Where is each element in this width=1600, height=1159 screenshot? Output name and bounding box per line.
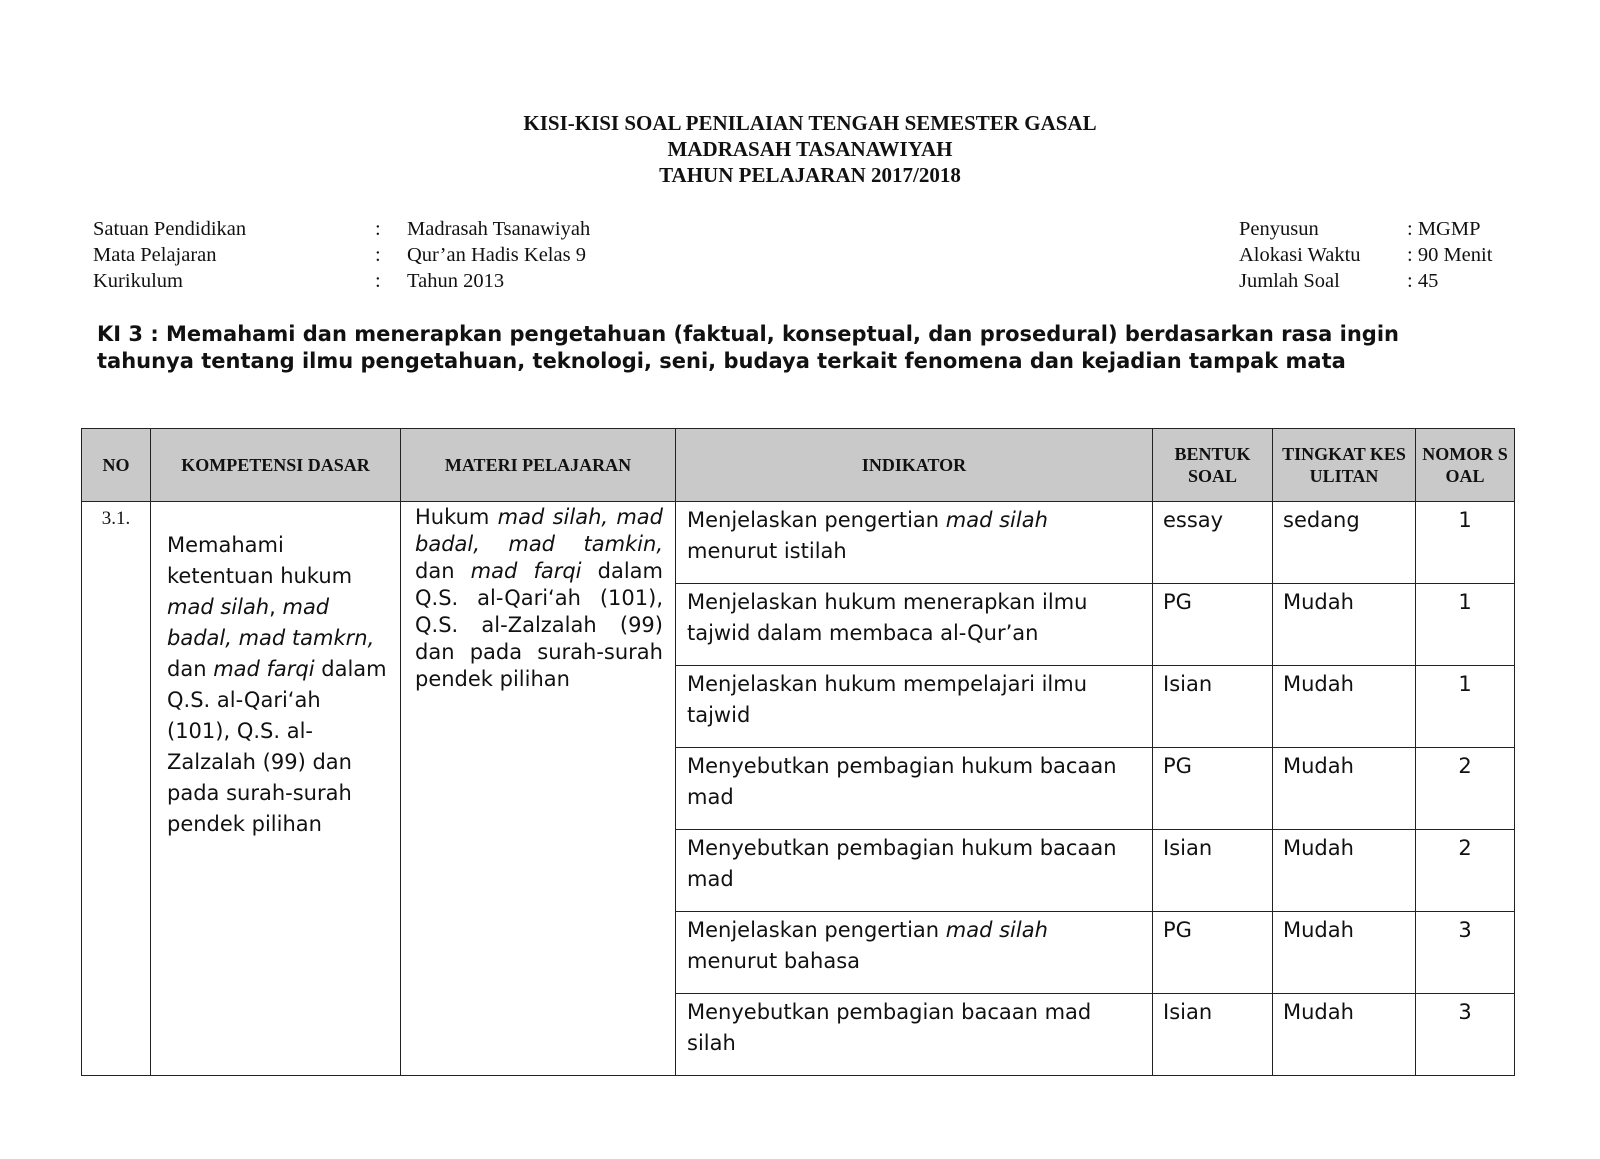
cell-nomor: 3 [1416,994,1515,1076]
meta-sep: : [375,218,381,240]
cell-tingkat: Mudah [1273,912,1416,994]
meta-value: : MGMP [1407,218,1481,240]
meta-left [93,216,590,294]
cell-bentuk: PG [1153,912,1273,994]
header-no: NO [82,429,151,502]
title-line-2: MADRASAH TASANAWIYAH [667,137,953,161]
header-indikator: INDIKATOR [676,429,1153,502]
table-header-row [82,429,1515,502]
cell-tingkat: Mudah [1273,830,1416,912]
cell-bentuk: PG [1153,748,1273,830]
ki-line-2: tahunya tentang ilmu pengetahuan, teknologi, seni, budaya terkait fenomena dan kejadian tampak mata [97,349,1346,373]
meta-row-penyusun [1239,216,1492,242]
meta-value: : 45 [1407,270,1439,292]
cell-nomor: 1 [1416,666,1515,748]
cell-indikator: Menyebutkan pembagian hukum bacaan mad [676,830,1153,912]
cell-tingkat: Mudah [1273,666,1416,748]
meta-right [1239,216,1492,294]
cell-nomor: 2 [1416,748,1515,830]
cell-materi: Hukum mad silah, mad badal, mad tamkin, dan mad farqi dalam Q.S. al-Qari‘ah (101), Q.S. al-Zalzalah (99) dan pada surah-surah pendek pilihan [401,502,676,1076]
ki-line-1: KI 3 : Memahami dan menerapkan pengetahuan (faktual, konseptual, dan prosedural) berdasarkan rasa ingin [97,322,1399,346]
header-materi: MATERI PELAJARAN [401,429,676,502]
cell-tingkat: Mudah [1273,748,1416,830]
cell-nomor: 3 [1416,912,1515,994]
meta-label: Mata Pelajaran [93,244,217,266]
meta-sep: : [375,244,381,266]
meta-value: : 90 Menit [1407,244,1493,266]
cell-no: 3.1. [82,502,151,1076]
cell-nomor: 1 [1416,584,1515,666]
cell-tingkat: Mudah [1273,584,1416,666]
cell-indikator: Menyebutkan pembagian hukum bacaan mad [676,748,1153,830]
title-line-1: KISI-KISI SOAL PENILAIAN TENGAH SEMESTER GASAL [523,111,1097,135]
cell-bentuk: Isian [1153,830,1273,912]
meta-label: Jumlah Soal [1239,270,1340,292]
header-bentuk-soal: BENTUK SOAL [1153,429,1273,502]
cell-kompetensi-dasar: Memahami ketentuan hukum mad silah, mad badal, mad tamkrn, dan mad farqi dalam Q.S. al-Qari‘ah (101), Q.S. al-Zalzalah (99) dan pada surah-surah pendek pilihan [151,502,401,1076]
cell-indikator: Menjelaskan hukum menerapkan ilmu tajwid dalam membaca al-Qur’an [676,584,1153,666]
meta-value: Madrasah Tsanawiyah [407,218,591,240]
cell-nomor: 2 [1416,830,1515,912]
cell-nomor: 1 [1416,502,1515,584]
cell-bentuk: Isian [1153,994,1273,1076]
header-nomor-soal: NOMOR SOAL [1416,429,1515,502]
meta-label: Kurikulum [93,270,183,292]
header-kompetensi-dasar: KOMPETENSI DASAR [151,429,401,502]
meta-row-jumlah [1239,268,1492,294]
cell-indikator: Menjelaskan pengertian mad silah menurut bahasa [676,912,1153,994]
ki-statement [97,321,1477,375]
cell-indikator: Menyebutkan pembagian bacaan mad silah [676,994,1153,1076]
meta-sep: : [375,270,381,292]
cell-tingkat: Mudah [1273,994,1416,1076]
meta-value: Tahun 2013 [407,270,505,292]
table-row [82,502,1515,584]
kisi-kisi-table [81,428,1515,1076]
meta-row-alokasi [1239,242,1492,268]
cell-bentuk: PG [1153,584,1273,666]
cell-bentuk: Isian [1153,666,1273,748]
header-tingkat-kesulitan: TINGKAT KESULITAN [1273,429,1416,502]
meta-label: Alokasi Waktu [1239,244,1361,266]
meta-row-mapel [93,242,590,268]
meta-row-satuan [93,216,590,242]
cell-tingkat: sedang [1273,502,1416,584]
title-line-3: TAHUN PELAJARAN 2017/2018 [659,163,961,187]
cell-indikator: Menjelaskan hukum mempelajari ilmu tajwid [676,666,1153,748]
cell-bentuk: essay [1153,502,1273,584]
meta-value: Qur’an Hadis Kelas 9 [407,244,586,266]
meta-label: Satuan Pendidikan [93,218,247,240]
meta-label: Penyusun [1239,218,1319,240]
meta-row-kurikulum [93,268,590,294]
cell-indikator: Menjelaskan pengertian mad silah menurut istilah [676,502,1153,584]
